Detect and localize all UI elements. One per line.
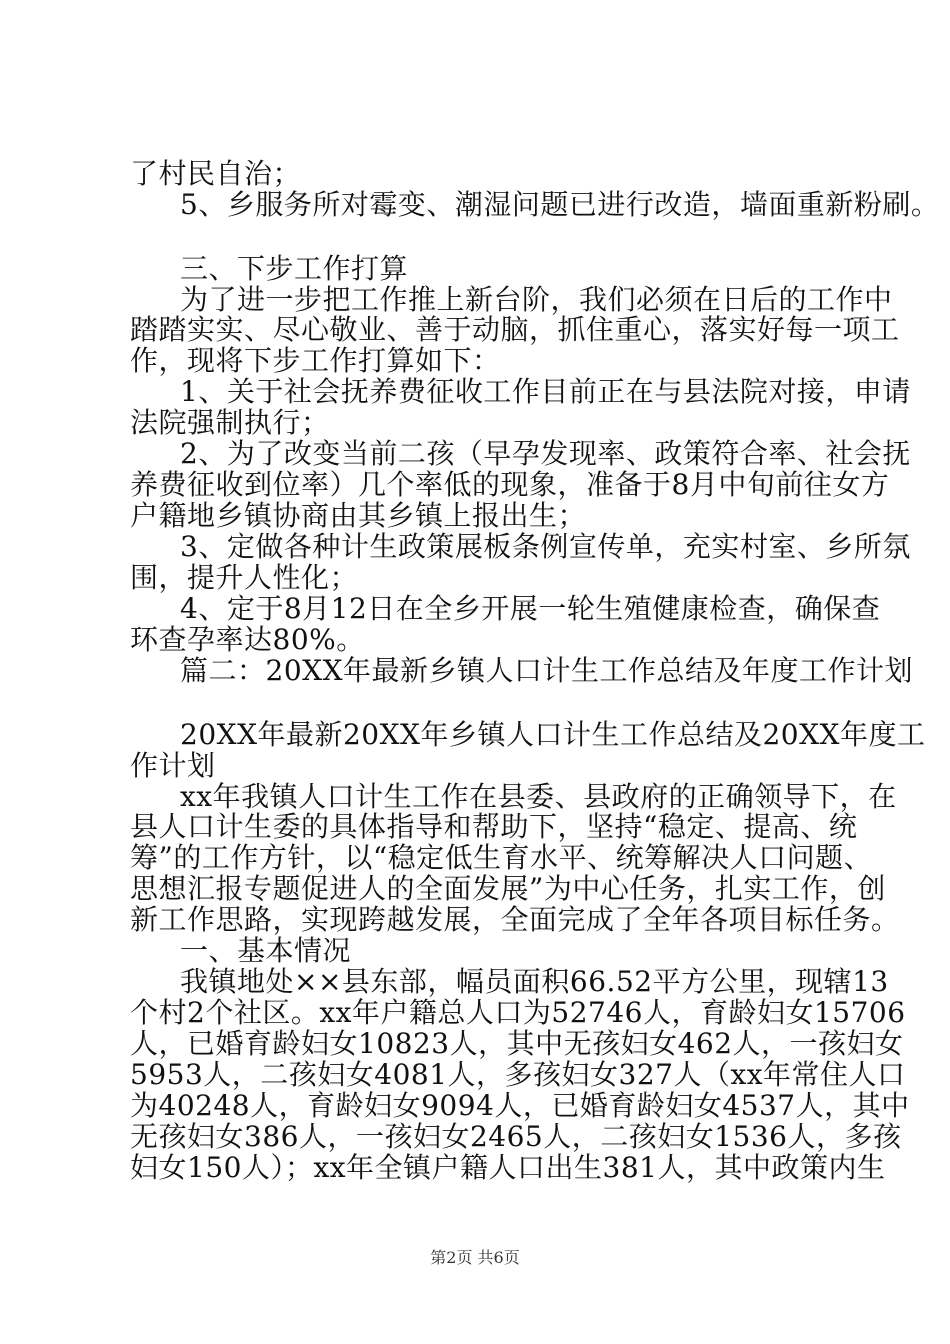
text-line: 为40248人，育龄妇女9094人，已婚育龄妇女4537人，其中 [130, 1089, 910, 1122]
text-line: 5、乡服务所对霉变、潮湿问题已进行改造，墙面重新粉刷。 [180, 188, 940, 221]
text-line: 妇女150人）；xx年全镇户籍人口出生381人，其中政策内生 [130, 1151, 886, 1184]
text-line: 个村2个社区。xx年户籍总人口为52746人，育龄妇女15706 [130, 996, 906, 1029]
text-line: 踏踏实实、尽心敬业、善于动脑，抓住重心，落实好每一项工 [130, 313, 900, 346]
text-line: 了村民自治； [130, 157, 302, 190]
article-title: 篇二：20XX年最新乡镇人口计生工作总结及年度工作计划 [180, 654, 913, 687]
article-subtitle: 作计划 [130, 749, 216, 782]
text-line: 4、定于8月12日在全乡开展一轮生殖健康检查，确保查 [180, 592, 881, 625]
text-line: 环查孕率达80%。 [130, 623, 365, 656]
article-subtitle: 20XX年最新20XX年乡镇人口计生工作总结及20XX年度工 [180, 718, 926, 751]
text-line: 为了进一步把工作推上新台阶，我们必须在日后的工作中 [180, 283, 893, 316]
text-line: 3、定做各种计生政策展板条例宣传单，充实村室、乡所氛 [180, 530, 911, 563]
page-number-footer: 第2页 共6页 [430, 1248, 520, 1267]
text-line: 无孩妇女386人，一孩妇女2465人，二孩妇女1536人，多孩 [130, 1120, 902, 1153]
text-line: 新工作思路，实现跨越发展，全面完成了全年各项目标任务。 [130, 903, 900, 936]
text-line: 1、关于社会抚养费征收工作目前正在与县法院对接，申请 [180, 375, 911, 408]
text-line: 围，提升人性化； [130, 561, 359, 594]
text-line: 5953人，二孩妇女4081人，多孩妇女327人（xx年常住人口 [130, 1058, 906, 1091]
text-line: 户籍地乡镇协商由其乡镇上报出生； [130, 499, 587, 532]
text-line: 思想汇报专题促进人的全面发展”为中心任务，扎实工作，创 [130, 872, 886, 905]
text-line: 人，已婚育龄妇女10823人，其中无孩妇女462人，一孩妇女 [130, 1027, 904, 1060]
text-line: 我镇地处××县东部，幅员面积66.52平方公里，现辖13 [180, 965, 889, 998]
text-line: 2、为了改变当前二孩（早孕发现率、政策符合率、社会抚 [180, 437, 911, 470]
section-heading: 三、下步工作打算 [180, 252, 409, 285]
text-line: 作，现将下步工作打算如下： [130, 344, 501, 377]
text-line: 法院强制执行； [130, 406, 330, 439]
text-line: 筹”的工作方针，以“稳定低生育水平、统筹解决人口问题、 [130, 841, 873, 874]
text-line: 养费征收到位率）几个率低的现象，准备于8月中旬前往女方 [130, 468, 890, 501]
text-line: 县人口计生委的具体指导和帮助下，坚持“稳定、提高、统 [130, 810, 858, 843]
section-heading: 一、基本情况 [180, 934, 352, 967]
text-line: xx年我镇人口计生工作在县委、县政府的正确领导下，在 [180, 780, 897, 813]
